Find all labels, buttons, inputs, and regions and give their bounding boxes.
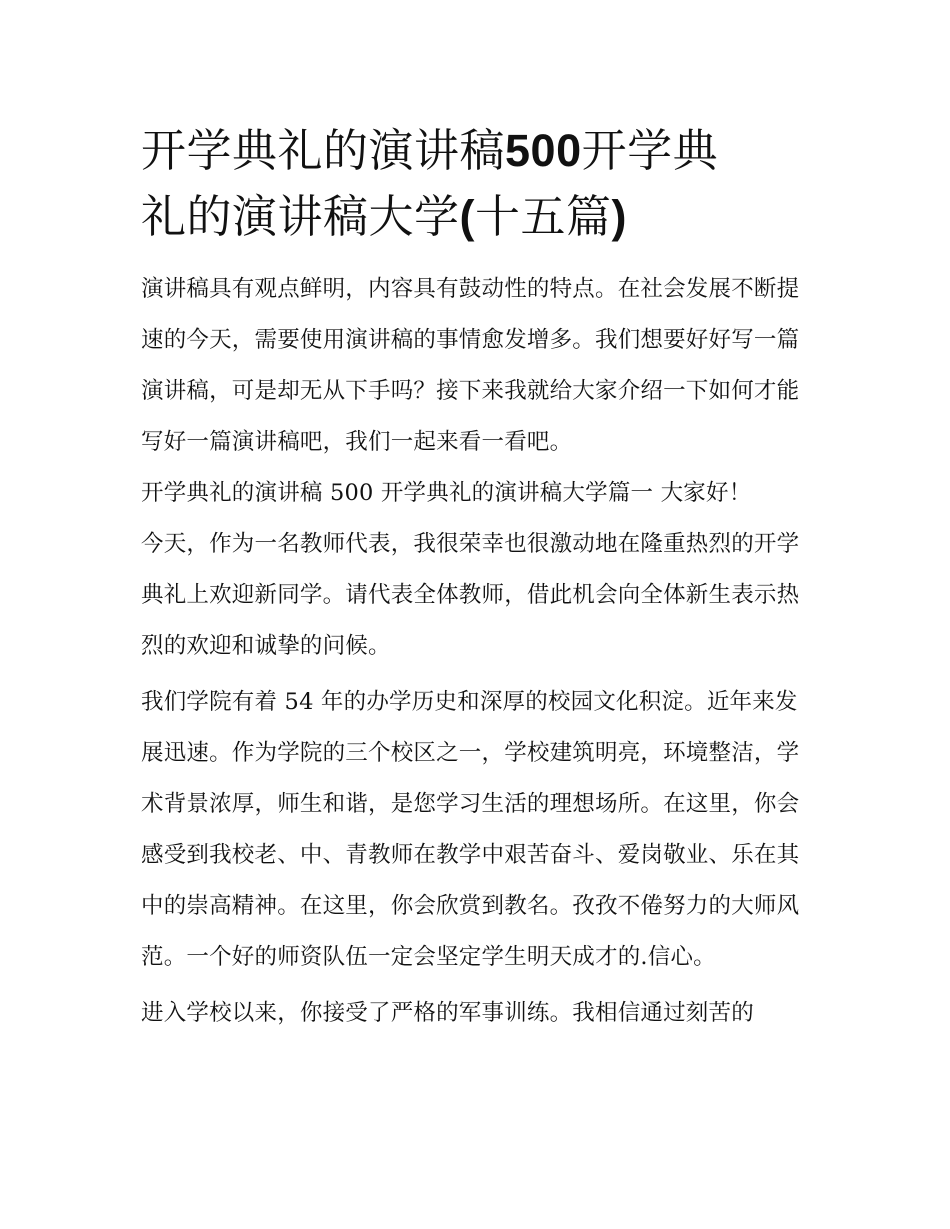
title-line1-text-a: 开学典礼的演讲稿 (141, 124, 506, 177)
document-title (141, 118, 813, 250)
document-body (141, 264, 813, 1039)
title-paren-close: ) (611, 191, 628, 242)
paragraph-military-training: 进入学校以来，你接受了严格的军事训练。我相信通过刻苦的 (141, 1000, 754, 1026)
title-number: 500 (505, 125, 582, 176)
paragraph-intro: 演讲稿具有观点鲜明，内容具有鼓动性的特点。在社会发展不断提速的今天，需要使用演讲稿的事情愈发增多。我们想要好好写一篇演讲稿，可是却无从下手吗？接下来我就给大家介绍一下如何才能写好一篇演讲稿吧，我们一起来看一看吧。 (141, 276, 800, 455)
title-paren-open: ( (459, 191, 476, 242)
title-line2-text-a: 礼的演讲稿大学 (141, 190, 460, 243)
paragraph-welcome: 今天，作为一名教师代表，我很荣幸也很激动地在隆重热烈的开学典礼上欢迎新同学。请代表全体教师，借此机会向全体新生表示热烈的欢迎和诚挚的问候。 (141, 531, 800, 659)
paragraph-section-heading: 开学典礼的演讲稿 500 开学典礼的演讲稿大学篇一 大家好！ (141, 480, 752, 506)
title-line1-text-b: 开学典 (581, 124, 719, 177)
paragraph-college-history: 我们学院有着 54 年的办学历史和深厚的校园文化积淀。近年来发展迅速。作为学院的三个校区之一，学校建筑明亮，环境整洁，学术背景浓厚，师生和谐，是您学习生活的理想场所。在这里，你会感受到我校老、中、青教师在教学中艰苦奋斗、爱岗敬业、乐在其中的崇高精神。在这里，你会欣赏到教名。孜孜不倦努力的大师风范。一个好的师资队伍一定会坚定学生明天成才的.信心。 (141, 689, 800, 970)
document-content (141, 118, 813, 1039)
title-line2-text-b: 十五篇 (475, 190, 612, 243)
